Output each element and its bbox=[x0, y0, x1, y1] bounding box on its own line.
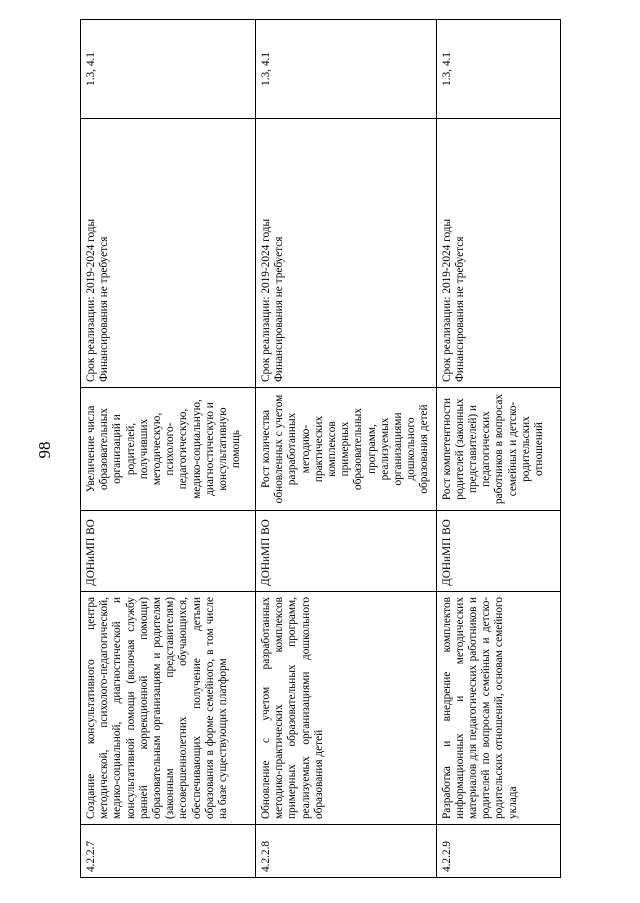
measure-description: Создание консультативного центра методической, психолого-педагогической, медико-социальной, диагностической и консультативной помощи (включая службу ранней коррекционной помощи) образовательным организациям и родителям (законным представителям) несовершеннолетних обучающихся, обеспечивающих получение детьми образования в форме семейного, в том числе на базе существующих платформ bbox=[81, 592, 256, 825]
page-number: 98 bbox=[35, 441, 54, 459]
conditions bbox=[436, 119, 560, 388]
measure-description: Обновление с учетом разработанных методико-практических комплексов примерных образовательных программ, реализуемых организациями дошкольного образования детей bbox=[256, 592, 437, 825]
expected-result: Увеличение числа образовательных организаций и родителей, получивших методическую, психолого-педагогическую, медико-социальную, диагностическую и консультативную помощь bbox=[81, 388, 256, 511]
conditions-text: Срок реализации: 2019-2024 годы Финансирования не требуется bbox=[440, 218, 466, 382]
row-number: 4.2.2.8 bbox=[256, 825, 437, 878]
table-row bbox=[256, 20, 437, 878]
conditions bbox=[256, 119, 437, 388]
conditions-text: Срок реализации: 2019-2024 годы Финансирования не требуется bbox=[260, 218, 286, 382]
row-number: 4.2.2.7 bbox=[81, 825, 256, 878]
table-row bbox=[436, 20, 560, 878]
measure-description: Разработка и внедрение комплектов информационных и методических материалов для педагогических работников и родителей по вопросам семейных и детско-родительских отношений, основам семейного уклада bbox=[436, 592, 560, 825]
indicators: 1.3, 4.1 bbox=[256, 20, 437, 119]
executor: ДОНиМП ВО bbox=[81, 511, 256, 592]
executor: ДОНиМП ВО bbox=[436, 511, 560, 592]
indicators: 1.3, 4.1 bbox=[81, 20, 256, 119]
conditions-text: Срок реализации: 2019-2024 годы Финансирования не требуется bbox=[85, 218, 111, 382]
expected-result: Рост количества обновленных с учетом разработанных методико-практических комплексов примерных образовательных программ, реализуемых организациями дошкольного образования детей bbox=[256, 388, 437, 511]
expected-result: Рост компетентности родителей (законных представителей) и педагогических работников в вопросах семейных и детско-родительских отношений bbox=[436, 388, 560, 511]
table-row bbox=[81, 20, 256, 878]
row-number: 4.2.2.9 bbox=[436, 825, 560, 878]
rotated-table-container bbox=[80, 29, 546, 878]
conditions bbox=[81, 119, 256, 388]
executor: ДОНиМП ВО bbox=[256, 511, 437, 592]
indicators: 1.3, 4.1 bbox=[436, 20, 560, 119]
measures-table bbox=[80, 19, 561, 878]
